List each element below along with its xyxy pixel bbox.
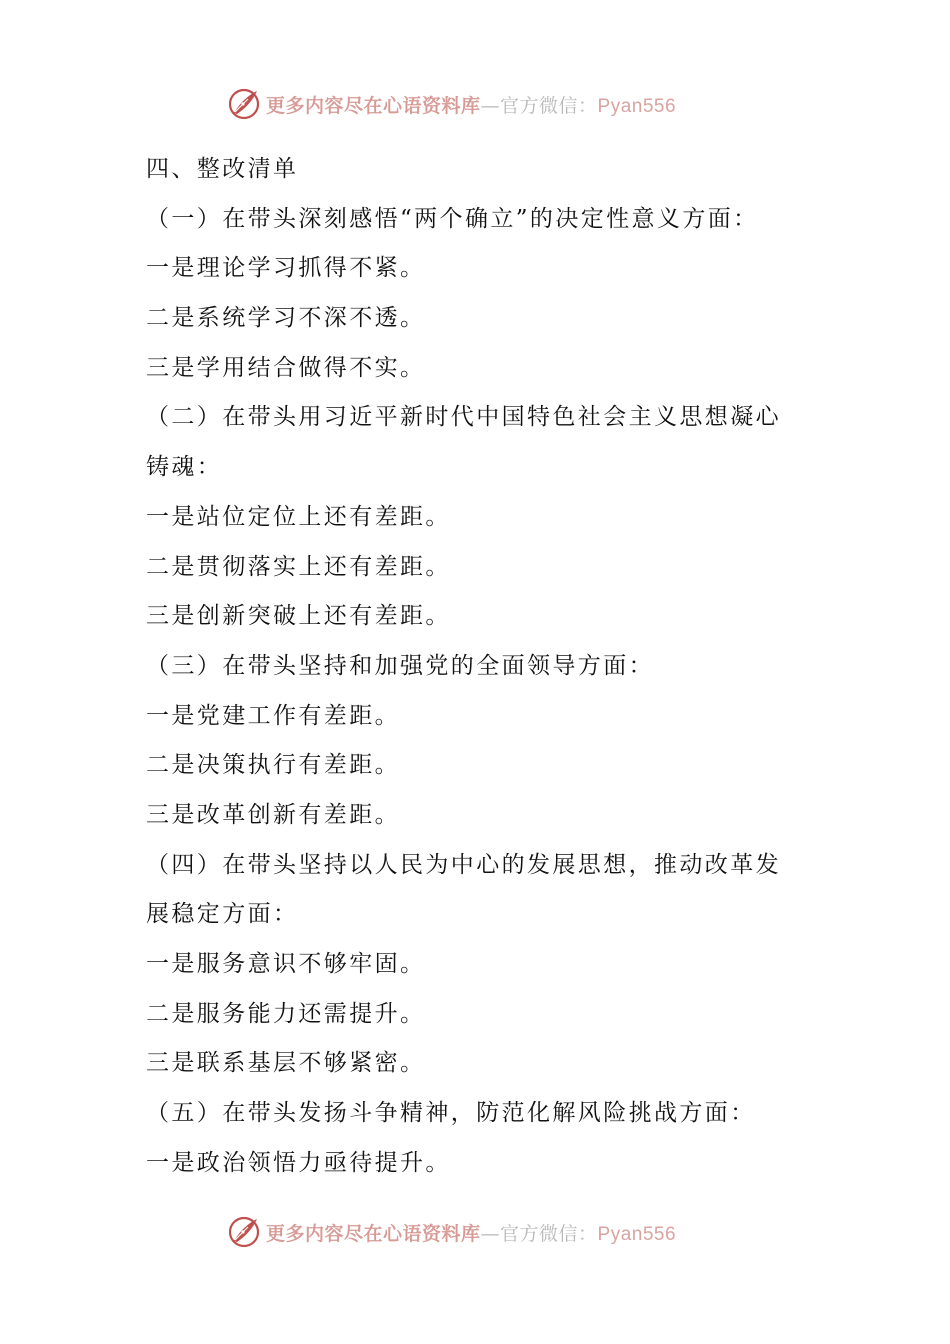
subsection-heading-continued: 铸魂： xyxy=(146,454,223,481)
pen-nib-logo-icon xyxy=(226,1214,262,1250)
pen-nib-logo-icon xyxy=(226,86,262,122)
list-item: 一是党建工作有差距。 xyxy=(146,702,400,729)
watermark-main-text: 更多内容尽在心语资料库 xyxy=(266,1222,481,1245)
watermark-text xyxy=(266,91,676,118)
list-item: 二是系统学习不深不透。 xyxy=(146,305,426,332)
document-body xyxy=(146,145,816,1188)
list-item: 二是决策执行有差距。 xyxy=(146,752,400,779)
watermark-text xyxy=(266,1219,676,1246)
list-item: 一是服务意识不够牢固。 xyxy=(146,951,426,977)
watermark-separator: —官方微信： xyxy=(480,1222,598,1245)
list-item: 三是学用结合做得不实。 xyxy=(146,354,426,381)
subsection-heading: （五）在带头发扬斗争精神，防范化解风险挑战方面： xyxy=(146,1100,756,1127)
subsection-heading-continued: 展稳定方面： xyxy=(146,901,299,928)
watermark-main-text: 更多内容尽在心语资料库 xyxy=(266,94,481,117)
subsection-heading: （一）在带头深刻感悟“两个确立”的决定性意义方面： xyxy=(146,205,759,232)
list-item: 三是创新突破上还有差距。 xyxy=(146,603,451,630)
watermark-separator: —官方微信： xyxy=(480,94,598,117)
subsection-heading: （三）在带头坚持和加强党的全面领导方面： xyxy=(146,652,654,679)
list-item: 一是政治领悟力亟待提升。 xyxy=(146,1149,451,1176)
subsection-heading: （四）在带头坚持以人民为中心的发展思想，推动改革发 xyxy=(146,851,781,878)
list-item: 一是站位定位上还有差距。 xyxy=(146,503,451,530)
list-item: 三是改革创新有差距。 xyxy=(146,801,400,828)
list-item: 二是贯彻落实上还有差距。 xyxy=(146,553,451,580)
footer-watermark-banner xyxy=(226,1212,746,1252)
list-item: 二是服务能力还需提升。 xyxy=(146,1000,426,1027)
header-watermark-banner xyxy=(226,84,746,124)
list-item: 一是理论学习抓得不紧。 xyxy=(146,255,426,282)
subsection-heading: （二）在带头用习近平新时代中国特色社会主义思想凝心 xyxy=(146,404,781,431)
watermark-wechat-id: Pyan556 xyxy=(597,95,677,117)
watermark-wechat-id: Pyan556 xyxy=(597,1223,677,1245)
list-item: 三是联系基层不够紧密。 xyxy=(146,1050,426,1077)
section-heading: 四、整改清单 xyxy=(146,156,299,182)
